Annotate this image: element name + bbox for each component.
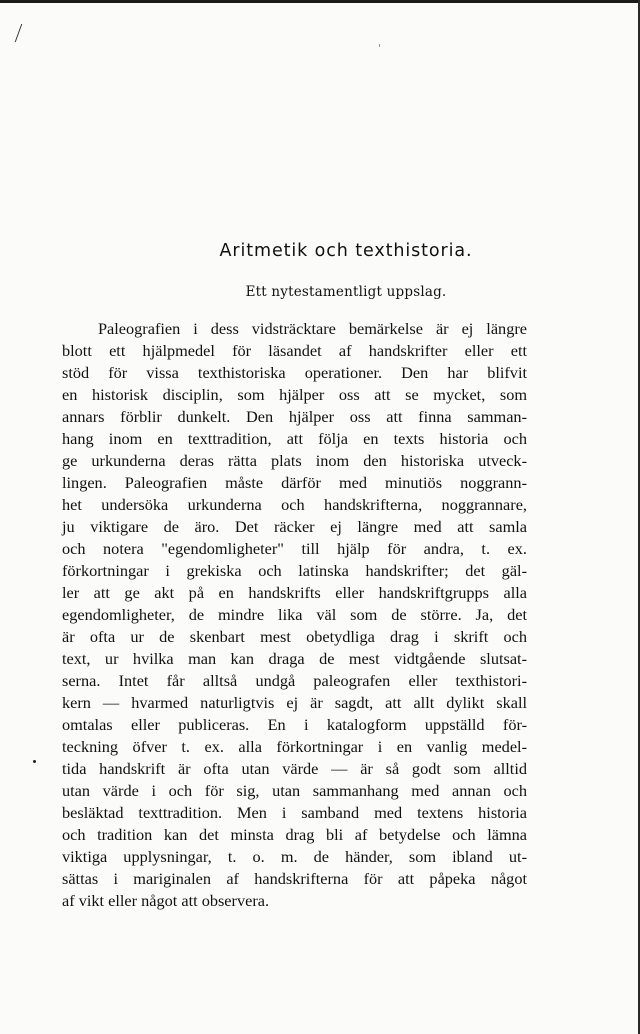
text-line: teckning öfver t. ex. alla förkortningar i en vanlig medel- (62, 737, 527, 756)
corner-scan-mark (0, 24, 22, 42)
text-line: och tradition kan det minsta drag bli af betydelse och lämna (62, 825, 527, 844)
text-line: text, ur hvilka man kan draga de mest vidtgående slutsat- (62, 649, 527, 668)
text-line: kern — hvarmed naturligtvis ej är sagdt, att allt dylikt skall (62, 693, 527, 712)
body-paragraph (62, 318, 527, 912)
text-line: ler att ge akt på en handskrifts eller handskriftgrupps alla (62, 583, 527, 602)
text-line: är ofta ur de skenbart mest obetydliga drag i skrift och (62, 627, 527, 646)
text-line: serna. Intet får alltså undgå paleografen eller texthistori- (62, 671, 527, 690)
text-line: förkortningar i grekiska och latinska handskrifter; det gäl- (62, 561, 527, 580)
text-line: het undersöka urkunderna och handskrifterna, noggrannare, (62, 495, 527, 514)
article-subtitle: Ett nytestamentligt uppslag. (245, 284, 447, 300)
text-line: och notera "egendomligheter" till hjälp för andra, t. ex. (62, 539, 527, 558)
text-line: af vikt eller något att observera. (62, 891, 270, 910)
page-top-edge (0, 0, 640, 3)
text-line: stöd för vissa texthistoriska operationer. Den har blifvit (62, 363, 527, 382)
text-line: ju viktigare de äro. Det räcker ej längre med att samla (62, 517, 527, 536)
text-line: Paleografien i dess vidsträcktare bemärkelse är ej längre (98, 319, 527, 338)
text-line: blott ett hjälpmedel för läsandet af handskrifter eller ett (62, 341, 527, 360)
margin-dot (33, 760, 36, 763)
text-line: ge urkunderna deras rätta plats inom den historiska utveck- (62, 451, 527, 470)
text-line: utan värde i och för sig, utan sammanhang med annan och (62, 781, 527, 800)
text-line: lingen. Paleografien måste därför med minutiös noggrann- (62, 473, 527, 492)
text-line: egendomligheter, de mindre lika väl som de större. Ja, det (62, 605, 527, 624)
text-line: sättas i mariginalen af handskrifterna för att påpeka något (62, 869, 527, 888)
paper-speck (379, 44, 380, 47)
text-line: hang inom en texttradition, att följa en texts historia och (62, 429, 527, 448)
text-line: omtalas eller publiceras. En i katalogform uppställd för- (62, 715, 527, 734)
text-line: tida handskrift är ofta utan värde — är så godt som alltid (62, 759, 527, 778)
text-line: annars förblir dunkelt. Den hjälper oss att finna samman- (62, 407, 527, 426)
text-line: en historisk disciplin, som hjälper oss att se mycket, som (62, 385, 527, 404)
text-line: besläktad texttradition. Men i samband med textens historia (62, 803, 527, 822)
article-title: Aritmetik och texthistoria. (219, 241, 473, 261)
text-line: viktiga upplysningar, t. o. m. de händer, som ibland ut- (62, 847, 527, 866)
